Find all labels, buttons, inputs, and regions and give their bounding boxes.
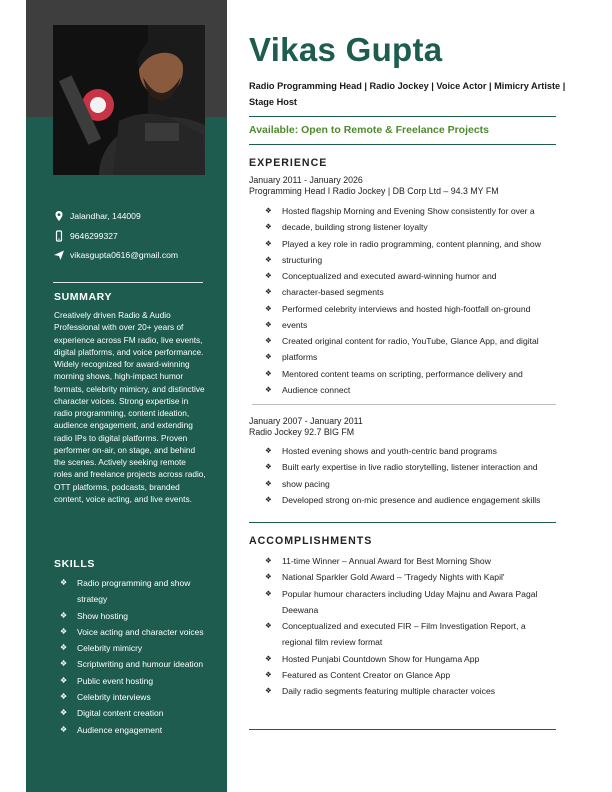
footer-divider [249,729,556,730]
diamond-bullet-icon: ❖ [265,368,272,378]
list-item: ❖ Audience connect [263,382,583,398]
diamond-bullet-icon: ❖ [265,653,272,663]
skills-list [58,575,208,738]
list-item: Deewana [282,604,319,615]
list-item: ❖ Daily radio segments featuring multiple character voices [263,683,583,699]
list-item: ❖ Hosted evening shows and youth-centric band programs [263,443,583,459]
contact-phone [53,230,118,242]
email-text[interactable]: vikasgupta0616@gmail.com [70,250,179,260]
list-item: ❖ Played a key role in radio programming, content planning, and show [263,236,583,252]
list-item: ❖ Featured as Content Creator on Glance App [263,667,583,683]
diamond-bullet-icon: ❖ [60,626,68,636]
profile-photo [53,25,205,175]
accomplishments-heading: ACCOMPLISHMENTS [249,535,373,547]
list-item: ❖ Developed strong on-mic presence and audience engagement skills [263,492,583,508]
diamond-bullet-icon: ❖ [265,222,272,232]
location-pin-icon [53,210,65,222]
diamond-bullet-icon: ❖ [265,271,272,280]
diamond-bullet-icon: ❖ [265,287,272,297]
diamond-bullet-icon: ❖ [265,621,272,630]
skill-item: ❖ Show hosting [58,608,208,624]
diamond-bullet-icon: ❖ [60,659,68,669]
diamond-bullet-icon: ❖ [265,336,272,345]
contact-location [53,210,141,222]
diamond-bullet-icon: ❖ [60,708,68,718]
diamond-bullet-icon: ❖ [60,643,68,653]
diamond-bullet-icon: ❖ [60,578,68,587]
send-icon [53,249,65,261]
profile-photo-illustration [53,25,205,175]
list-item: ❖ Popular humour characters including Uday Majnu and Awara Pagal [263,586,583,602]
contact-email[interactable] [53,249,178,261]
list-item: ❖ Performed celebrity interviews and hosted high-footfall on-ground [263,301,583,317]
diamond-bullet-icon: ❖ [60,675,68,685]
list-item: ❖ Hosted flagship Morning and Evening Show consistently for over a [263,203,583,219]
skill-item: ❖ Public event hosting [58,673,208,689]
list-item: ❖ show pacing [263,476,583,492]
diamond-bullet-icon: ❖ [265,478,272,488]
list-item: ❖ 11-time Winner – Annual Award for Best Morning Show [263,553,583,569]
list-item: ❖ Conceptualized and executed FIR – Film Investigation Report, a [263,618,583,634]
sidebar-divider [53,282,203,283]
phone-icon [53,230,65,242]
skill-item: ❖ Celebrity mimicry [58,640,208,656]
list-item: ❖ Hosted Punjabi Countdown Show for Hungama App [263,651,583,667]
diamond-bullet-icon: ❖ [265,206,272,215]
list-item: ❖ Created original content for radio, YouTube, Glance App, and digital [263,333,583,349]
diamond-bullet-icon: ❖ [60,724,68,734]
diamond-bullet-icon: ❖ [265,462,272,472]
list-item: ❖ National Sparkler Gold Award – 'Tragedy Nights with Kapil' [263,569,583,585]
diamond-bullet-icon: ❖ [265,494,272,504]
job-2-dates: January 2007 - January 2011 [249,416,363,426]
diamond-bullet-icon: ❖ [265,384,272,394]
diamond-bullet-icon: ❖ [265,669,272,679]
skill-item: ❖ Digital content creation [58,705,208,721]
diamond-bullet-icon: ❖ [265,303,272,313]
skill-item: ❖ Radio programming and show strategy [58,575,208,608]
skill-item: ❖ Audience engagement [58,722,208,738]
job-divider [252,404,556,405]
skill-item: ❖ Voice acting and character voices [58,624,208,640]
header-divider [249,116,556,117]
diamond-bullet-icon: ❖ [265,588,272,598]
diamond-bullet-icon: ❖ [265,319,272,329]
availability-status: Available: Open to Remote & Freelance Projects [249,124,490,136]
job-1-dates: January 2011 - January 2026 [249,175,363,185]
list-item: ❖ decade, building strong listener loyalty [263,219,583,235]
list-item: ❖ Built early expertise in live radio storytelling, listener interaction and [263,459,583,475]
diamond-bullet-icon: ❖ [60,692,68,702]
diamond-bullet-icon: ❖ [265,572,272,582]
job-1-bullets [263,203,583,398]
availability-divider [249,144,556,145]
list-item: ❖ events [263,317,583,333]
job-2-bullets [263,443,583,508]
diamond-bullet-icon: ❖ [265,254,272,264]
list-item: ❖ character-based segments [263,284,583,300]
skills-heading: SKILLS [54,558,95,570]
skill-item: ❖ Celebrity interviews [58,689,208,705]
list-item: ❖ platforms [263,349,583,365]
job-1-title: Programming Head I Radio Jockey | DB Corp Ltd – 94.3 MY FM [249,186,499,196]
diamond-bullet-icon: ❖ [265,686,272,695]
experience-heading: EXPERIENCE [249,157,328,169]
summary-heading: SUMMARY [54,291,113,303]
diamond-bullet-icon: ❖ [60,610,68,620]
diamond-bullet-icon: ❖ [265,556,272,565]
summary-text: Creatively driven Radio & Audio Professional with over 20+ years of experience across FM radio, live events, digital platforms, and voice performance. Widely recognized for award-winning morning shows, high-impact humor formats, celebrity mimicry, and distinctive character voices. Strong expertise in radio programming, content ideation, audience engagement, and extending radio IPs to digital platforms. Proven performer on-air, on stage, and behind the scenes. Actively seeking remote roles and freelance projects across radio, OTT platforms, podcasts, branded content, voice acting, and live events. [54,310,206,504]
list-item: ❖ Mentored content teams on scripting, performance delivery and [263,366,583,382]
job-2-title: Radio Jockey 92.7 BIG FM [249,427,355,437]
diamond-bullet-icon: ❖ [265,238,272,248]
skill-item: ❖ Scriptwriting and humour ideation [58,656,208,672]
list-item: regional film review format [282,637,383,648]
list-item: ❖ structuring [263,252,583,268]
diamond-bullet-icon: ❖ [265,446,272,455]
candidate-name: Vikas Gupta [249,31,443,68]
diamond-bullet-icon: ❖ [265,352,272,362]
experience-divider [249,522,556,523]
phone-text: 9646299327 [70,231,118,241]
candidate-roles: Radio Programming Head | Radio Jockey | Voice Actor | Mimicry Artiste | Stage Host [249,81,566,108]
location-text: Jalandhar, 144009 [70,211,141,221]
list-item: ❖ Conceptualized and executed award-winning humor and [263,268,583,284]
accomplishments-list [263,553,583,699]
